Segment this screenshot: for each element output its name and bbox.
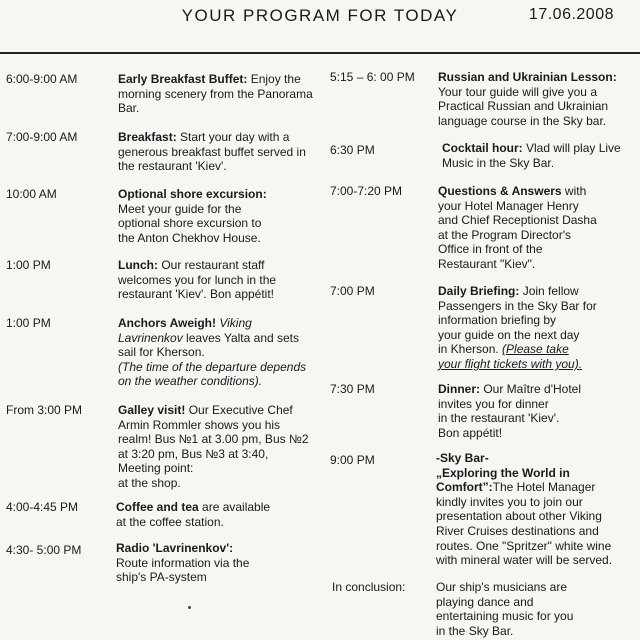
item-note: (The time of the departure depends xyxy=(118,359,307,374)
item-note: your flight tickets with you). xyxy=(438,356,583,371)
item-description xyxy=(118,72,314,116)
item-text: restaurant 'Kiev'. Bon appétit! xyxy=(118,287,275,302)
item-text: welcomes you for lunch in the xyxy=(118,272,277,287)
item-text: at the shop. xyxy=(118,475,181,490)
item-description xyxy=(438,382,634,440)
item-text: routes. One "Spritzer" white wine xyxy=(436,538,612,553)
item-description xyxy=(436,451,634,568)
item-text: The Hotel Manager xyxy=(492,480,596,495)
item-text: Music in the Sky Bar. xyxy=(442,155,555,170)
item-time: 6:30 PM xyxy=(330,143,375,157)
item-text: Meet your guide for the xyxy=(118,201,242,216)
item-description xyxy=(118,130,314,174)
item-description xyxy=(116,500,314,529)
item-text: in the restaurant 'Kiev'. xyxy=(438,411,560,426)
item-text: with xyxy=(561,184,587,198)
item-title: Daily Briefing: xyxy=(438,284,520,298)
item-note: (Please take xyxy=(502,342,569,357)
item-text: generous breakfast buffet served in xyxy=(118,144,306,159)
item-text: your guide on the next day xyxy=(438,327,580,342)
item-title: Anchors Aweigh! xyxy=(118,316,217,330)
item-text: Enjoy the xyxy=(247,72,301,86)
item-time: 6:00-9:00 AM xyxy=(6,72,78,86)
item-text: optional shore excursion to xyxy=(118,216,262,231)
item-text: Our Maître d'Hotel xyxy=(480,382,581,396)
item-text: Our restaurant staff xyxy=(158,258,265,272)
item-text: Viking xyxy=(216,316,252,330)
item-description xyxy=(118,187,314,245)
item-text: with mineral water will be served. xyxy=(436,553,613,568)
item-text: Bar. xyxy=(118,101,140,116)
item-time: 4:00-4:45 PM xyxy=(6,500,79,514)
item-time: In conclusion: xyxy=(332,580,406,594)
item-title: Lunch: xyxy=(118,258,158,272)
item-time: 5:15 – 6: 00 PM xyxy=(330,70,415,84)
item-text: are available xyxy=(198,500,271,514)
item-time: 1:00 PM xyxy=(6,258,51,272)
item-time: 7:00-7:20 PM xyxy=(330,184,403,198)
item-text: Meeting point: xyxy=(118,461,194,476)
item-note: on the weather conditions). xyxy=(118,374,263,389)
item-text: Route information via the xyxy=(116,555,250,570)
item-text: Lavrinenkov xyxy=(118,330,183,345)
item-title: Coffee and tea xyxy=(116,500,199,514)
item-time: 9:00 PM xyxy=(330,453,375,467)
item-description xyxy=(118,258,314,302)
item-text: your Hotel Manager Henry xyxy=(438,198,579,213)
item-text: Office in front of the xyxy=(438,242,543,257)
item-text: Practical Russian and Ukrainian xyxy=(438,99,609,114)
item-text: the restaurant 'Kiev'. xyxy=(118,159,227,174)
scan-speck xyxy=(188,606,191,609)
item-text: Passengers in the Sky Bar for xyxy=(438,298,597,313)
item-text: leaves Yalta and sets xyxy=(182,330,300,345)
item-text: Armin Rommler shows you his xyxy=(118,417,281,432)
item-text: Join fellow xyxy=(519,284,579,298)
item-text: Bon appétit! xyxy=(438,425,503,440)
item-text: kindly invites you to join our xyxy=(436,494,583,509)
item-text: Your tour guide will give you a xyxy=(438,84,597,99)
item-description xyxy=(116,541,314,585)
item-description xyxy=(438,70,634,128)
page-title: YOUR PROGRAM FOR TODAY xyxy=(181,6,459,25)
item-description xyxy=(436,580,634,638)
item-time: 7:30 PM xyxy=(330,382,375,396)
item-time: From 3:00 PM xyxy=(6,403,83,417)
item-text: Start your day with a xyxy=(176,130,290,144)
item-description xyxy=(442,141,634,170)
item-title: Galley visit! xyxy=(118,403,186,417)
item-text: Our Executive Chef xyxy=(185,403,293,417)
item-title: „Exploring the World in xyxy=(436,465,570,480)
item-text: Our ship's musicians are xyxy=(436,580,568,594)
item-text: River Cruises destinations and xyxy=(436,523,599,538)
item-title: Russian and Ukrainian Lesson: xyxy=(438,70,617,84)
item-description xyxy=(438,184,634,272)
item-title: Radio 'Lavrinenkov': xyxy=(116,541,234,555)
item-time: 1:00 PM xyxy=(6,316,51,330)
item-description xyxy=(118,403,314,491)
item-title: Optional shore excursion: xyxy=(118,187,267,201)
item-text: at the Program Director's xyxy=(438,227,572,242)
item-time: 7:00 PM xyxy=(330,284,375,298)
item-time: 4:30- 5:00 PM xyxy=(6,543,82,557)
item-text: playing dance and xyxy=(436,594,534,609)
item-title: Breakfast: xyxy=(118,130,177,144)
item-title: Comfort”: xyxy=(436,480,493,495)
item-description xyxy=(118,316,314,389)
item-text: in the Sky Bar. xyxy=(436,623,514,638)
item-text: the Anton Chekhov House. xyxy=(118,230,261,245)
item-text: at the coffee station. xyxy=(116,514,224,529)
item-title: Dinner: xyxy=(438,382,480,396)
item-text: in Kherson. xyxy=(438,342,499,357)
item-text: Vlad will play Live xyxy=(522,141,621,155)
item-description xyxy=(438,284,634,372)
item-text: morning scenery from the Panorama xyxy=(118,86,313,101)
item-time: 7:00-9:00 AM xyxy=(6,130,78,144)
item-text: and Chief Receptionist Dasha xyxy=(438,213,597,228)
item-text: realm! Bus №1 at 3.00 pm, Bus №2 xyxy=(118,432,309,447)
item-text: at 3:20 pm, Bus №3 at 3:40, xyxy=(118,446,269,461)
item-title: Early Breakfast Buffet: xyxy=(118,72,248,86)
page-date: 17.06.2008 xyxy=(528,6,614,23)
item-title: -Sky Bar- xyxy=(436,451,489,465)
item-time: 10:00 AM xyxy=(6,187,57,201)
header-divider xyxy=(0,52,640,54)
item-text: entertaining music for you xyxy=(436,609,574,624)
item-text: Restaurant "Kiev". xyxy=(438,256,536,271)
item-title: Questions & Answers xyxy=(438,184,562,198)
item-title: Cocktail hour: xyxy=(442,141,523,155)
item-text: sail for Kherson. xyxy=(118,345,205,360)
item-text: information briefing by xyxy=(438,313,557,328)
item-text: presentation about other Viking xyxy=(436,509,602,524)
item-text: ship's PA-system xyxy=(116,570,207,585)
item-text: language course in the Sky bar. xyxy=(438,113,607,128)
item-text: invites you for dinner xyxy=(438,396,549,411)
